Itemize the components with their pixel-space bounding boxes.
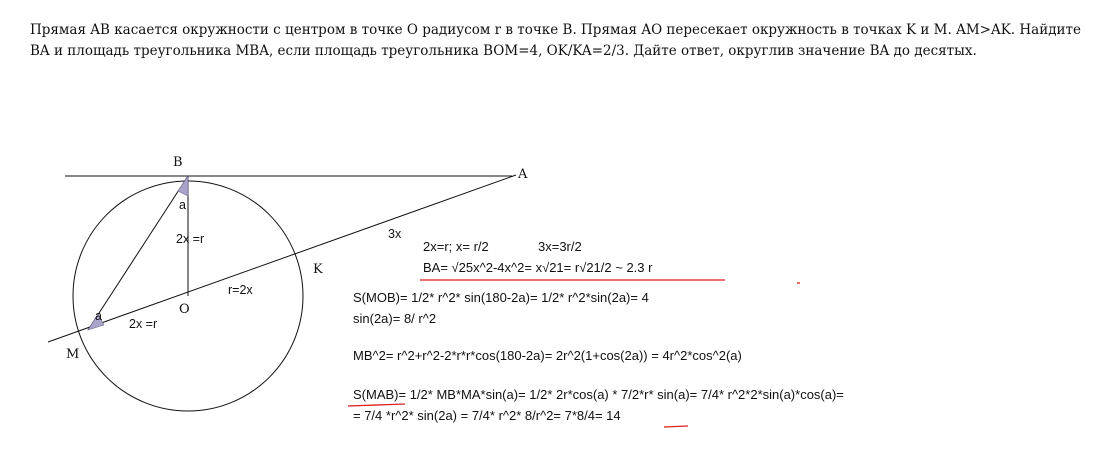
angle-label-b: a — [179, 198, 186, 212]
solution-line-6: S(MAB)= 1/2* MB*MA*sin(a)= 1/2* 2r*cos(a) * 7/2*r* sin(a)= 7/4* r^2*2*sin(a)*cos(a)= — [353, 387, 844, 402]
label-k: K — [313, 262, 323, 277]
angle-marker-b — [178, 176, 188, 196]
solution-line-3: S(MOB)= 1/2* r^2* sin(180-2a)= 1/2* r^2*sin(2a)= 4 — [353, 290, 649, 305]
solution-line-1: 2x=r; x= r/2 — [423, 239, 489, 254]
segment-label-ok: r=2x — [228, 283, 253, 297]
label-m: M — [66, 347, 80, 362]
problem-statement: Прямая AB касается окружности с центром в точке O радиусом r в точке B. Прямая AO пересекает окружность в точках K и M. AM>AK. Найдите BA и площадь треугольника MBA, если площадь треугольника BOM=4, OK/KA=2/3. Дайте ответ, округлив значение BA до десятых. — [30, 22, 1081, 59]
secant-line-ma — [48, 175, 516, 342]
underline-smab — [348, 404, 405, 406]
label-o: O — [179, 302, 190, 317]
label-a: A — [518, 167, 528, 182]
segment-label-ka: 3x — [388, 227, 402, 241]
solution-line-7: = 7/4 *r^2* sin(2a) = 7/4* r^2* 8/r^2= 7*8/4= 14 — [353, 408, 621, 423]
segment-label-mo: 2x =r — [129, 317, 158, 331]
solution-line-2: BA= √25x^2-4x^2= x√21= r√21/2 ~ 2.3 r — [423, 260, 653, 275]
chord-bm — [88, 176, 188, 330]
solution-line-5: MB^2= r^2+r^2-2*r*r*cos(180-2a)= 2r^2(1+cos(2a)) = 4r^2*cos^2(a) — [353, 348, 742, 363]
solution-line-1b: 3x=3r/2 — [538, 239, 582, 254]
angle-label-m: a — [95, 309, 102, 323]
solution-line-4: sin(2a)= 8/ r^2 — [353, 311, 437, 326]
underline-answer — [664, 426, 688, 427]
segment-label-bo: 2x =r — [176, 232, 205, 246]
label-b: B — [173, 155, 183, 170]
